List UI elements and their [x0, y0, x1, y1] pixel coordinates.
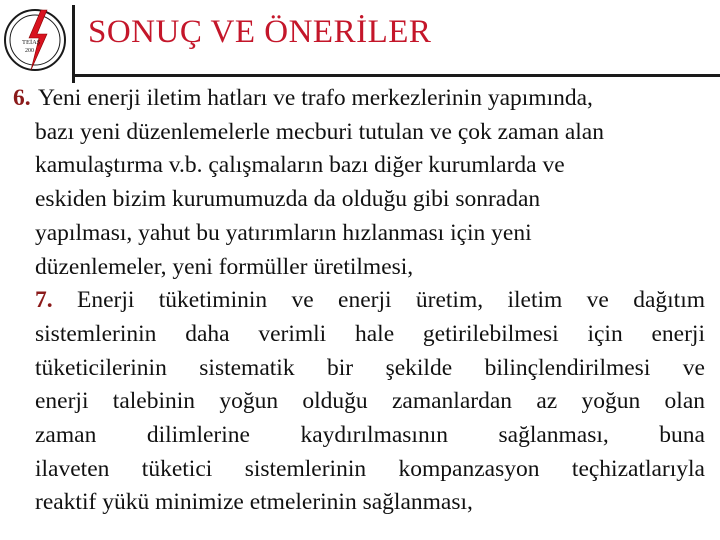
- item-text-line: bazı yeni düzenlemelerle mecburi tutulan ve çok zaman alan: [35, 118, 604, 145]
- teias-logo: [3, 8, 67, 72]
- item-text-line: tüketicilerinin sistematik bir şekilde bilinçlendirilmesi ve: [35, 354, 705, 381]
- item-number: 6.: [13, 85, 31, 111]
- item-text-line: Yeni enerji iletim hatları ve trafo merkezlerinin yapımında,: [38, 85, 593, 111]
- item-text-line: yapılması, yahut bu yatırımların hızlanması için yeni: [35, 219, 532, 246]
- item-text-line: enerji talebinin yoğun olduğu zamanlardan az yoğun olan: [35, 388, 705, 415]
- header-vertical-rule: [72, 5, 75, 83]
- item-text-line: düzenlemeler, yeni formüller üretilmesi,: [35, 253, 414, 280]
- item-text-line: reaktif yükü minimize etmelerinin sağlanması,: [35, 489, 473, 516]
- list-item-6: [0, 82, 705, 284]
- list-item-7: [0, 284, 705, 520]
- header-horizontal-rule: [72, 74, 720, 77]
- svg-text:TEİAŞ: TEİAŞ: [22, 39, 41, 46]
- item-text-line: 7. Enerji tüketiminin ve enerji üretim, iletim ve dağıtım: [35, 287, 705, 314]
- item-text-line: sistemlerinin daha verimli hale getirilebilmesi için enerji: [35, 320, 705, 347]
- item-text-line: ilaveten tüketici sistemlerinin kompanzasyon teçhizatlarıyla: [35, 455, 705, 482]
- item-text-line: zaman dilimlerine kaydırılmasının sağlanması, buna: [35, 422, 705, 449]
- slide-body: [0, 82, 720, 520]
- item-text-line: eskiden bizim kurumumuzda da olduğu gibi sonradan: [35, 186, 541, 213]
- page-title: SONUÇ VE ÖNERİLER: [88, 14, 432, 50]
- item-number: 7.: [35, 287, 53, 314]
- item-text-line: kamulaştırma v.b. çalışmaların bazı diğer kurumlarda ve: [35, 152, 565, 179]
- svg-text:200: 200: [25, 48, 34, 54]
